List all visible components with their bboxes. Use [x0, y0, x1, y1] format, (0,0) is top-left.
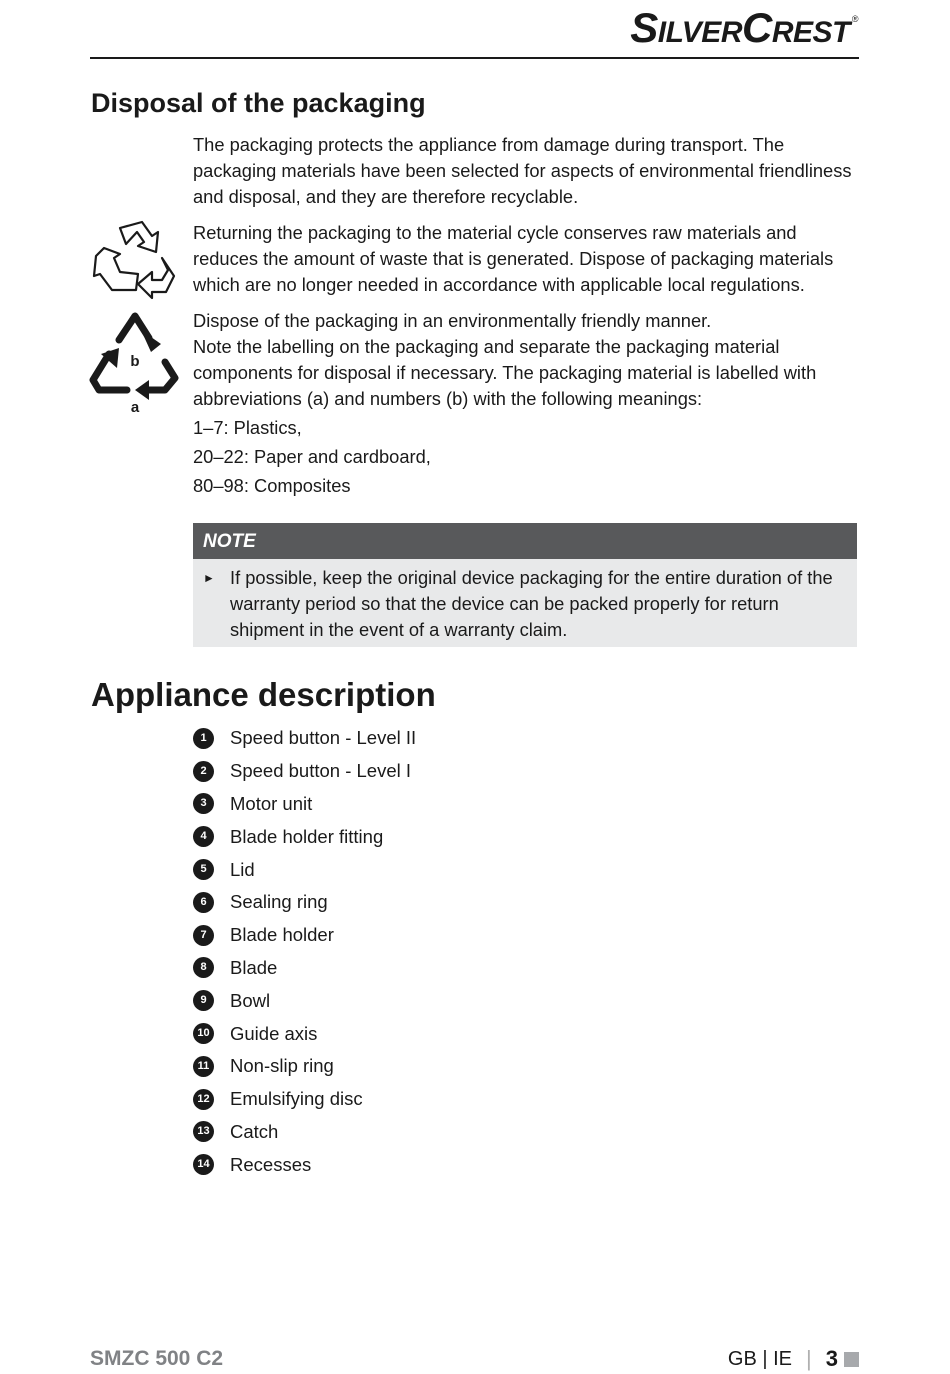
- list-item: [193, 952, 416, 985]
- part-number-badge: 4: [193, 826, 214, 847]
- appliance-heading: Appliance description: [91, 676, 436, 713]
- part-number-badge: 10: [193, 1023, 214, 1044]
- part-number-badge: 8: [193, 957, 214, 978]
- list-item: [193, 1116, 416, 1149]
- part-label: Speed button - Level II: [230, 727, 417, 749]
- code-plastics: 1–7: Plastics,: [193, 417, 302, 438]
- disposal-paragraph-2: Returning the packaging to the material cycle conserves raw materials and reduces the amount of waste that is generated. Dispose of packaging materials which are no longer needed in accordance with applicable local regulations.: [193, 222, 834, 295]
- list-item: [193, 886, 416, 919]
- disposal-paragraph-3-line-1: Dispose of the packaging in an environmentally friendly manner.: [193, 310, 712, 331]
- parts-list: [193, 722, 416, 1181]
- part-number-badge: 3: [193, 793, 214, 814]
- note-text: If possible, keep the original device packaging for the entire duration of the warranty period so that the device can be packed properly for return shipment in the event of a warranty claim.: [230, 567, 833, 640]
- part-label: Guide axis: [230, 1022, 318, 1044]
- page-square-marker: [844, 1352, 859, 1367]
- part-number-badge: 6: [193, 892, 214, 913]
- part-label: Blade holder fitting: [230, 825, 384, 847]
- list-item: [193, 919, 416, 952]
- disposal-paragraph-1: The packaging protects the appliance from damage during transport. The packaging materials have been selected for aspects of environmental friendliness and disposal, and they are therefore recyclable.: [193, 134, 852, 207]
- bullet-arrow-icon: ►: [203, 571, 215, 585]
- part-label: Blade holder: [230, 924, 334, 946]
- part-number-badge: 14: [193, 1154, 214, 1175]
- page-number: 3: [825, 1346, 838, 1371]
- part-label: Non-slip ring: [230, 1055, 334, 1077]
- part-label: Speed button - Level I: [230, 760, 412, 782]
- part-number-badge: 11: [193, 1056, 214, 1077]
- list-item: [193, 755, 416, 788]
- disposal-paragraph-3-line-2: Note the labelling on the packaging and separate the packaging material components for disposal if necessary. The packaging material is labelled with abbreviations (a) and numbers (b) with the following meanings:: [193, 336, 817, 409]
- footer-page-info: [728, 1346, 859, 1372]
- disposal-heading: Disposal of the packaging: [91, 88, 426, 118]
- part-label: Blade: [230, 956, 278, 978]
- part-number-badge: 1: [193, 728, 214, 749]
- part-number-badge: 12: [193, 1089, 214, 1110]
- footer-countries: GB | IE: [727, 1347, 793, 1370]
- part-label: Sealing ring: [230, 891, 328, 913]
- note-box: [193, 523, 857, 647]
- part-number-badge: 5: [193, 859, 214, 880]
- list-item: [193, 1050, 416, 1083]
- list-item: [193, 1083, 416, 1116]
- header-rule: [90, 57, 859, 59]
- part-number-badge: 13: [193, 1121, 214, 1142]
- list-item: [193, 1148, 416, 1181]
- code-composites: 80–98: Composites: [193, 475, 351, 496]
- list-item: [193, 984, 416, 1017]
- symbol-label-b: b: [130, 353, 140, 370]
- symbol-label-a: a: [130, 399, 140, 416]
- list-item: [193, 853, 416, 886]
- part-label: Catch: [230, 1120, 279, 1142]
- part-number-badge: 2: [193, 761, 214, 782]
- code-paper: 20–22: Paper and cardboard,: [193, 446, 431, 467]
- list-item: [193, 820, 416, 853]
- list-item: [193, 1017, 416, 1050]
- recycling-code-triangle-icon: [89, 310, 181, 416]
- footer-separator: |: [806, 1346, 812, 1371]
- list-item: [193, 788, 416, 821]
- note-heading: NOTE: [193, 523, 857, 559]
- part-label: Motor unit: [230, 792, 313, 814]
- recycle-icon: [90, 218, 178, 300]
- list-item: [193, 722, 416, 755]
- part-number-badge: 7: [193, 925, 214, 946]
- part-label: Emulsifying disc: [230, 1088, 363, 1110]
- part-number-badge: 9: [193, 990, 214, 1011]
- brand-logo: SILVERCREST ®: [630, 4, 858, 51]
- footer-model: SMZC 500 C2: [90, 1347, 224, 1370]
- part-label: Bowl: [230, 989, 271, 1011]
- part-label: Recesses: [230, 1153, 312, 1175]
- part-label: Lid: [230, 858, 255, 880]
